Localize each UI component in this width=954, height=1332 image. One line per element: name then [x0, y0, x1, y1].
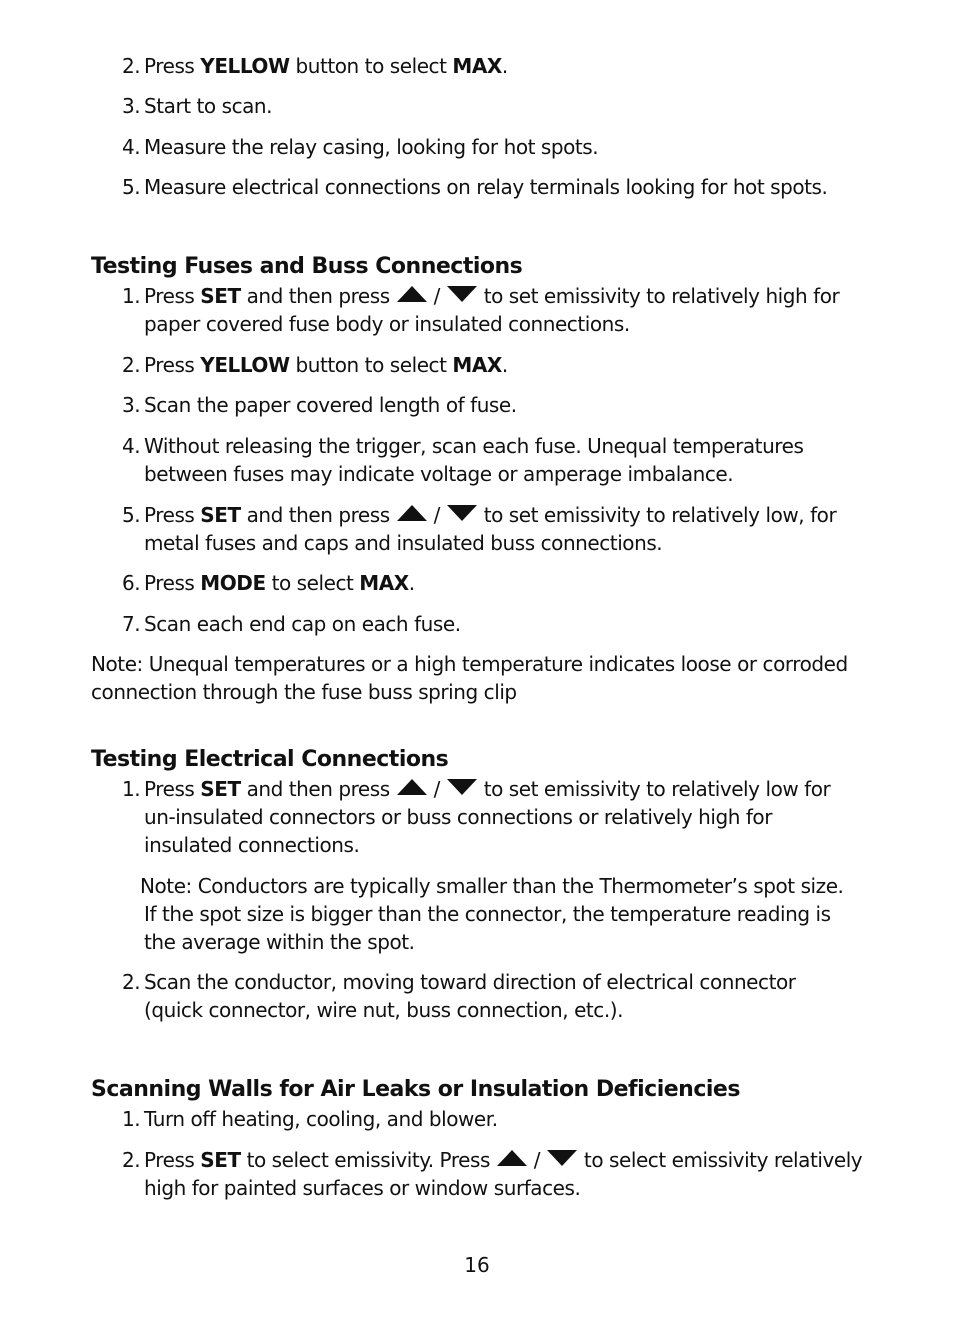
section-heading-walls: Scanning Walls for Air Leaks or Insulation Deficiencies — [91, 1077, 740, 1102]
list-item: 2. Press SET to select emissivity. Press / to select emissivity relatively high for painted surfaces or window surfaces. — [122, 1148, 863, 1200]
list-item: 2. Press YELLOW button to select MAX. — [122, 54, 508, 78]
down-triangle-icon — [546, 1149, 578, 1169]
list-item: 1. Press SET and then press / to set emissivity to relatively low for un-insulated connectors or buss connections or relatively high for insulated connections. — [122, 777, 831, 857]
list-item: 4. Measure the relay casing, looking for hot spots. — [122, 135, 599, 159]
list-item: 2. Scan the conductor, moving toward direction of electrical connector (quick connector, wire nut, buss connection, etc.). — [122, 970, 796, 1022]
list-item: 1. Press SET and then press / to set emissivity to relatively high for paper covered fuse body or insulated connections. — [122, 284, 840, 336]
list-item: 6. Press MODE to select MAX. — [122, 571, 415, 595]
section-heading-fuses: Testing Fuses and Buss Connections — [91, 254, 523, 279]
down-triangle-icon — [446, 778, 478, 798]
list-item: 3. Start to scan. — [122, 94, 273, 118]
list-item: 2. Press YELLOW button to select MAX. — [122, 353, 508, 377]
list-item: 3. Scan the paper covered length of fuse. — [122, 393, 517, 417]
down-triangle-icon — [446, 504, 478, 524]
note-electrical: Note: Conductors are typically smaller than the Thermometer’s spot size. If the spot size is bigger than the connector, the temperature reading is the average within the spot. — [140, 874, 844, 954]
section-heading-electrical: Testing Electrical Connections — [91, 747, 449, 772]
up-triangle-icon — [496, 1149, 528, 1169]
list-item: 1. Turn off heating, cooling, and blower. — [122, 1107, 498, 1131]
up-triangle-icon — [396, 778, 428, 798]
up-triangle-icon — [396, 285, 428, 305]
list-item: 5. Press SET and then press / to set emissivity to relatively low, for metal fuses and caps and insulated buss connections. — [122, 503, 837, 555]
list-item: 7. Scan each end cap on each fuse. — [122, 612, 461, 636]
note-fuses: Note: Unequal temperatures or a high temperature indicates loose or corroded connection through the fuse buss spring clip — [91, 652, 848, 704]
list-item: 5. Measure electrical connections on relay terminals looking for hot spots. — [122, 175, 828, 199]
list-item: 4. Without releasing the trigger, scan each fuse. Unequal temperatures between fuses may indicate voltage or amperage imbalance. — [122, 434, 804, 486]
page-number: 16 — [464, 1253, 490, 1277]
up-triangle-icon — [396, 504, 428, 524]
down-triangle-icon — [446, 285, 478, 305]
